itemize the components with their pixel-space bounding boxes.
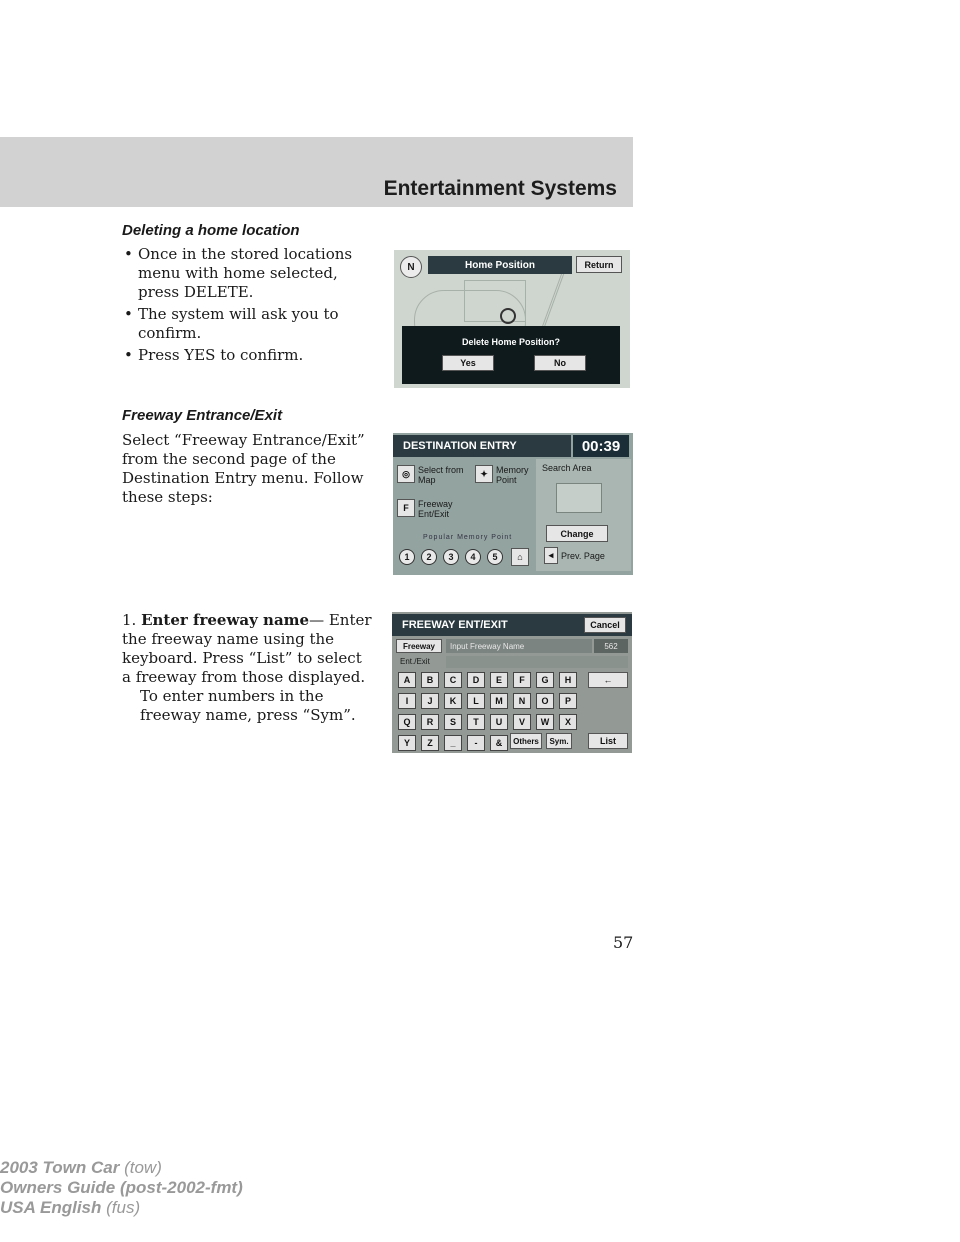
select-from-map-label[interactable]: Select from Map: [418, 465, 464, 485]
others-button[interactable]: Others: [510, 733, 542, 749]
sym-button[interactable]: Sym.: [546, 733, 572, 749]
compass-icon[interactable]: N: [400, 256, 422, 278]
step-bold: Enter freeway name: [141, 611, 310, 629]
key-button[interactable]: H: [559, 672, 577, 688]
return-button[interactable]: Return: [576, 256, 622, 273]
key-button[interactable]: J: [421, 693, 439, 709]
freeway-ent-exit-label[interactable]: Freeway Ent/Exit: [418, 499, 453, 519]
step-paragraph: [122, 611, 372, 687]
key-button[interactable]: _: [444, 735, 462, 751]
freeway-keyboard-screenshot: [392, 612, 632, 753]
key-button[interactable]: P: [559, 693, 577, 709]
key-button[interactable]: X: [559, 714, 577, 730]
step-number: 1.: [122, 611, 137, 629]
dialog-message: Delete Home Position?: [461, 337, 560, 347]
backspace-button[interactable]: ←: [588, 672, 628, 688]
key-button[interactable]: R: [421, 714, 439, 730]
section-title: Entertainment Systems: [383, 177, 617, 200]
prev-page-arrow-icon[interactable]: ◂: [544, 547, 558, 564]
document-footer: [0, 1158, 243, 1218]
key-button[interactable]: N: [513, 693, 531, 709]
key-button[interactable]: M: [490, 693, 508, 709]
no-button[interactable]: No: [534, 355, 586, 371]
memory-button-3[interactable]: 3: [443, 549, 459, 565]
key-button[interactable]: I: [398, 693, 416, 709]
delete-dialog: [402, 326, 620, 384]
freeway-tab[interactable]: Freeway: [396, 639, 442, 653]
key-button[interactable]: U: [490, 714, 508, 730]
bullet-item: • The system will ask you to confirm.: [122, 305, 372, 343]
clock: 00:39: [573, 435, 629, 457]
destination-entry-screenshot: [393, 433, 633, 575]
yes-button[interactable]: Yes: [442, 355, 494, 371]
page-number: 57: [613, 933, 634, 952]
key-button[interactable]: C: [444, 672, 462, 688]
result-count: 562: [594, 639, 628, 653]
memory-button-1[interactable]: 1: [399, 549, 415, 565]
key-button[interactable]: Q: [398, 714, 416, 730]
footer-model-code: (tow): [124, 1158, 162, 1177]
memory-point-label[interactable]: Memory Point: [496, 465, 529, 485]
note-paragraph: To enter numbers in the freeway name, press “Sym”.: [140, 687, 356, 724]
key-button[interactable]: &: [490, 735, 508, 751]
heading-deleting-home: Deleting a home location: [122, 222, 300, 239]
key-button[interactable]: L: [467, 693, 485, 709]
usa-map-icon: [556, 483, 602, 513]
key-button[interactable]: Y: [398, 735, 416, 751]
search-area-label: Search Area: [542, 463, 592, 473]
key-button[interactable]: G: [536, 672, 554, 688]
bullet-list: [122, 245, 372, 368]
memory-point-icon[interactable]: ✦: [475, 465, 493, 483]
key-button[interactable]: W: [536, 714, 554, 730]
footer-guide: Owners Guide (post-2002-fmt): [0, 1178, 243, 1197]
key-button[interactable]: Z: [421, 735, 439, 751]
footer-language-code: (fus): [106, 1198, 141, 1217]
screen-title: DESTINATION ENTRY: [393, 435, 571, 457]
memory-button-4[interactable]: 4: [465, 549, 481, 565]
cancel-button[interactable]: Cancel: [584, 617, 626, 633]
key-button[interactable]: A: [398, 672, 416, 688]
paragraph: Select “Freeway Entrance/Exit” from the second page of the Destination Entry menu. Follow these steps:: [122, 431, 365, 506]
key-button[interactable]: T: [467, 714, 485, 730]
key-button[interactable]: D: [467, 672, 485, 688]
key-button[interactable]: B: [421, 672, 439, 688]
map-icon[interactable]: ◎: [397, 465, 415, 483]
ent-exit-tab[interactable]: Ent./Exit: [400, 657, 430, 666]
building-icon[interactable]: ⌂: [511, 548, 529, 566]
home-position-screenshot: [394, 250, 630, 388]
screen-title: Home Position: [428, 256, 572, 274]
prev-page-label[interactable]: Prev. Page: [561, 551, 605, 561]
memory-button-5[interactable]: 5: [487, 549, 503, 565]
freeway-name-input[interactable]: Input Freeway Name: [446, 639, 592, 653]
page-header: [0, 137, 633, 207]
freeway-icon[interactable]: F: [397, 499, 415, 517]
memory-button-2[interactable]: 2: [421, 549, 437, 565]
screen-title: FREEWAY ENT/EXIT: [392, 614, 632, 636]
footer-language: USA English: [0, 1198, 102, 1217]
list-button[interactable]: List: [588, 733, 628, 749]
popular-memory-label: Popular Memory Point: [423, 534, 513, 541]
heading-freeway-entrance: Freeway Entrance/Exit: [122, 407, 283, 424]
key-button[interactable]: F: [513, 672, 531, 688]
step-text: — Enter the freeway name using the keyboard. Press “List” to select a freeway from those displayed.: [122, 611, 372, 686]
bullet-item: • Once in the stored locations menu with home selected, press DELETE.: [122, 245, 372, 302]
ent-exit-field: [446, 656, 628, 668]
key-button[interactable]: K: [444, 693, 462, 709]
key-button[interactable]: -: [467, 735, 485, 751]
key-button[interactable]: E: [490, 672, 508, 688]
bullet-item: • Press YES to confirm.: [122, 346, 372, 365]
key-button[interactable]: V: [513, 714, 531, 730]
key-button[interactable]: O: [536, 693, 554, 709]
crosshair-icon: [500, 308, 516, 324]
footer-model: 2003 Town Car: [0, 1158, 120, 1177]
key-button[interactable]: S: [444, 714, 462, 730]
change-button[interactable]: Change: [546, 525, 608, 542]
